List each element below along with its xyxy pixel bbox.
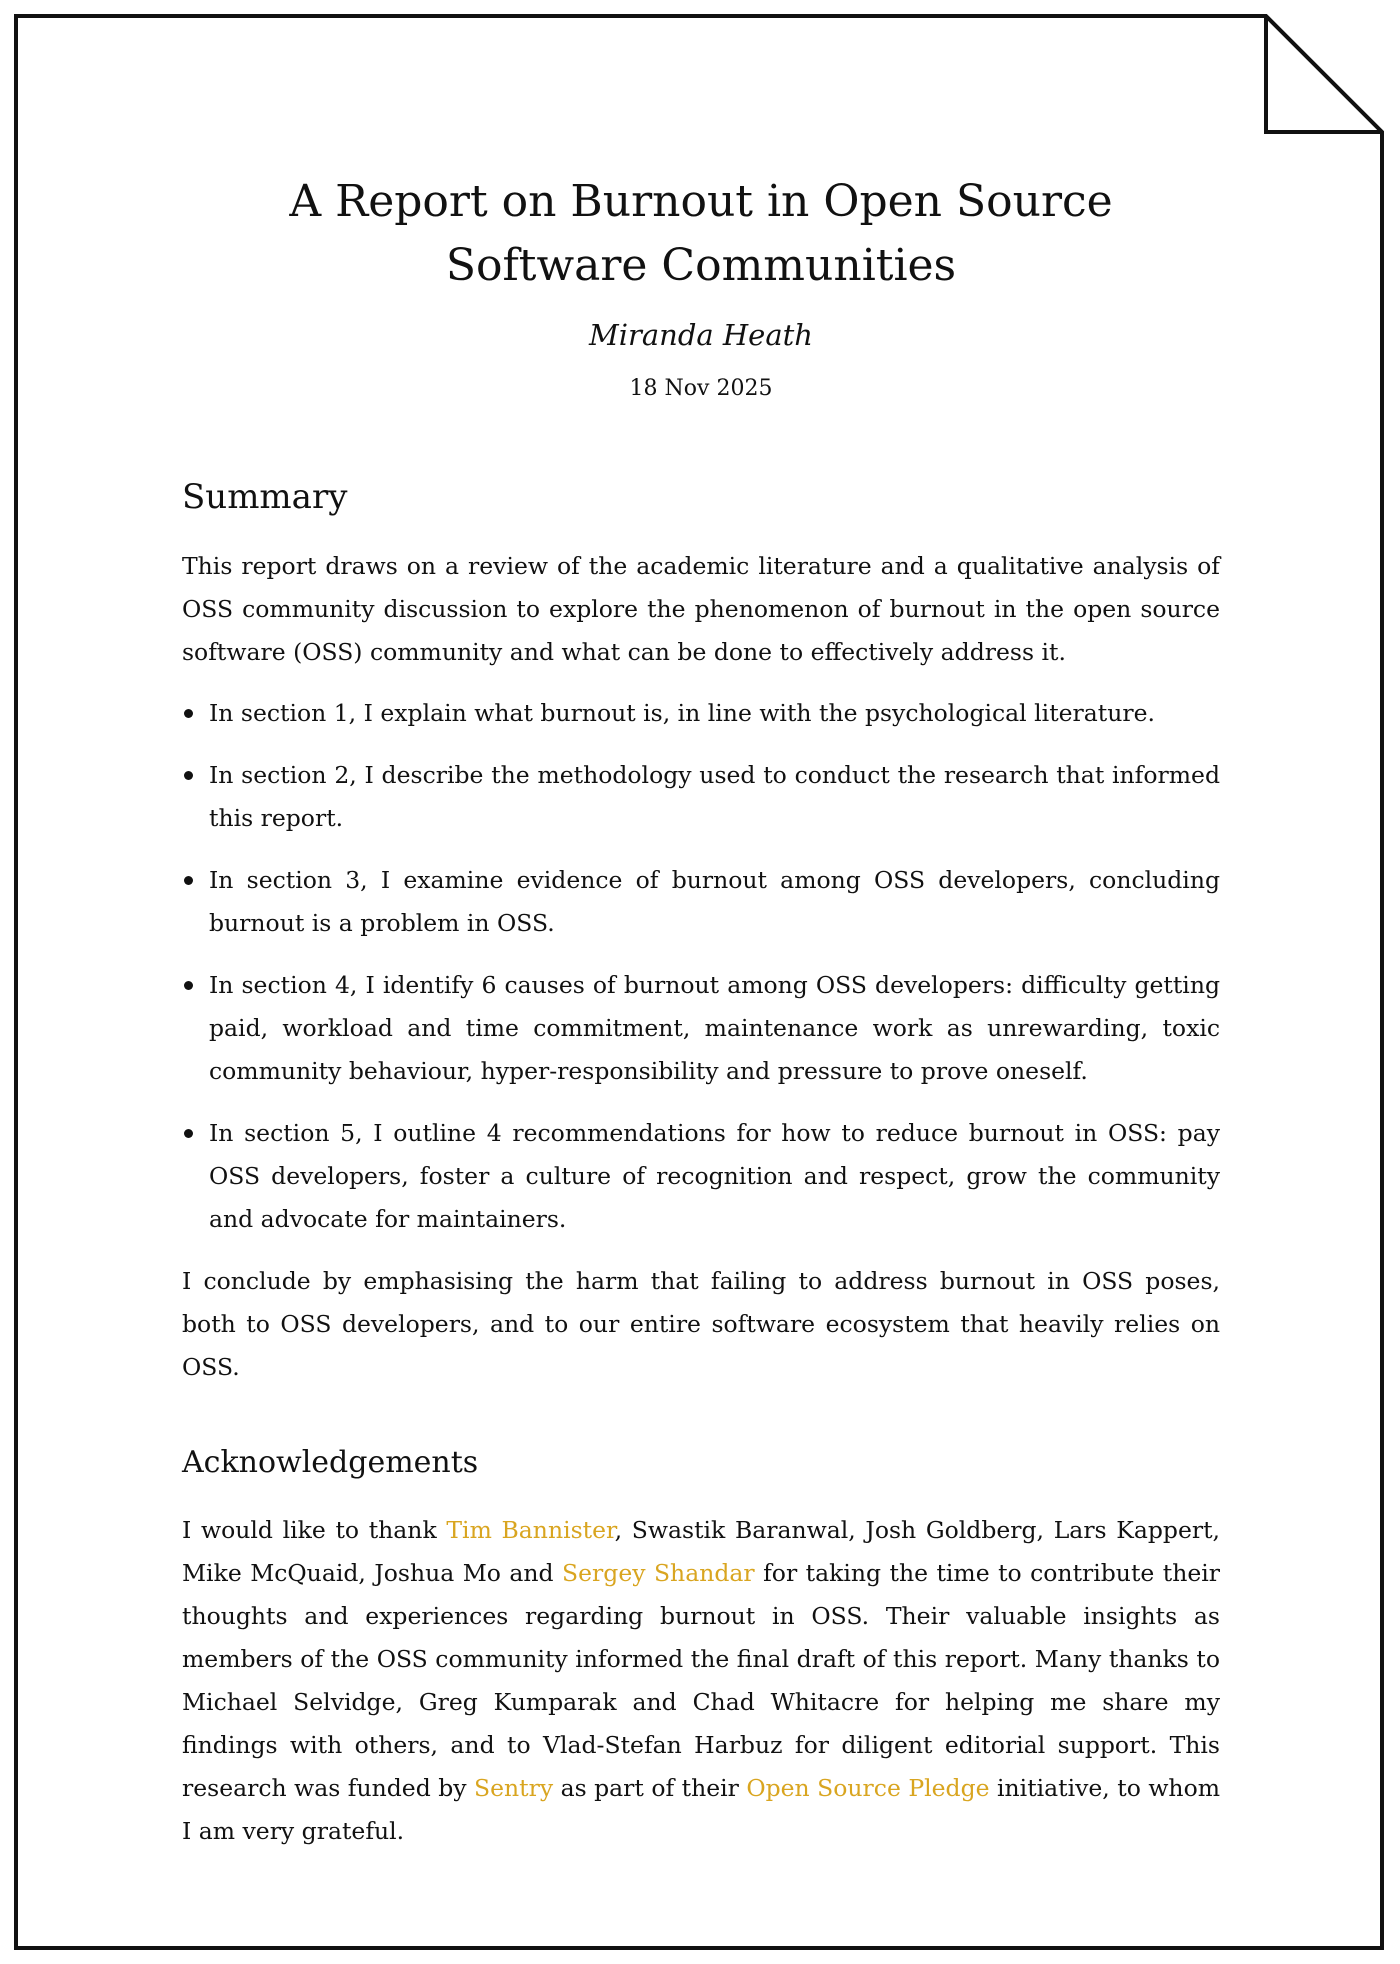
- list-item-text: In section 1, I explain what burnout is, in line with the psychological literature.: [209, 699, 1155, 727]
- list-item: [182, 1112, 1220, 1241]
- document-author: Miranda Heath: [589, 318, 813, 352]
- document-title: A Report on Burnout in Open Source Software Communities: [289, 176, 1113, 291]
- link-sentry[interactable]: Sentry: [474, 1774, 554, 1802]
- list-item-text: In section 3, I examine evidence of burnout among OSS developers, concluding burnout is a problem in OSS.: [209, 866, 1220, 937]
- list-item: [182, 754, 1220, 840]
- bullet-icon: [184, 876, 193, 885]
- link-tim-bannister[interactable]: Tim Bannister: [446, 1516, 615, 1544]
- summary-intro: This report draws on a review of the academic literature and a qualitative analysis of OSS community discussion to explore the phenomenon of burnout in the open source software (OSS) community and what can be done to effectively address it.: [182, 552, 1220, 666]
- ack-text: as part of their: [553, 1774, 747, 1802]
- list-item-text: In section 2, I describe the methodology used to conduct the research that informed this report.: [209, 761, 1220, 832]
- list-item-text: In section 4, I identify 6 causes of burnout among OSS developers: difficulty getting paid, workload and time commitment, maintenance work as unrewarding, toxic community behaviour, hyper-responsibility and pressure to prove oneself.: [209, 971, 1220, 1085]
- link-open-source-pledge[interactable]: Open Source Pledge: [746, 1774, 990, 1802]
- ack-text: initiative, to whom I am very grateful.: [182, 1774, 1220, 1845]
- document-body: [182, 170, 1220, 1853]
- list-item: [182, 859, 1220, 945]
- bullet-icon: [184, 771, 193, 780]
- summary-bullet-list: [182, 692, 1220, 1241]
- ack-text: for taking the time to contribute their thoughts and experiences regarding burnout in OSS. Their valuable insights as members of the OSS community informed the final draft of this report. Many thanks to Michael Selvidge, Greg Kumparak and Chad Whitacre for helping me share my findings with others, and to Vlad-Stefan Harbuz for diligent editorial support. This research was funded by: [182, 1559, 1220, 1802]
- list-item: [182, 964, 1220, 1093]
- bullet-icon: [184, 1129, 193, 1138]
- ack-text: I would like to thank: [182, 1516, 447, 1544]
- bullet-icon: [184, 981, 193, 990]
- list-item: [182, 692, 1220, 735]
- bullet-icon: [184, 709, 193, 718]
- list-item-text: In section 5, I outline 4 recommendations for how to reduce burnout in OSS: pay OSS developers, foster a culture of recognition and respect, grow the community and advocate for maintainers.: [209, 1119, 1220, 1233]
- acknowledgements-heading: Acknowledgements: [182, 1445, 479, 1480]
- document-date: 18 Nov 2025: [629, 376, 773, 401]
- ack-text: , Swastik Baranwal, Josh Goldberg, Lars Kappert, Mike McQuaid, Joshua Mo and: [182, 1516, 1220, 1587]
- summary-conclusion: I conclude by emphasising the harm that failing to address burnout in OSS poses, both to OSS developers, and to our entire software ecosystem that heavily relies on OSS.: [182, 1267, 1220, 1381]
- acknowledgements-paragraph: [182, 1509, 1220, 1853]
- link-sergey-shandar[interactable]: Sergey Shandar: [562, 1559, 755, 1587]
- summary-heading: Summary: [182, 477, 348, 517]
